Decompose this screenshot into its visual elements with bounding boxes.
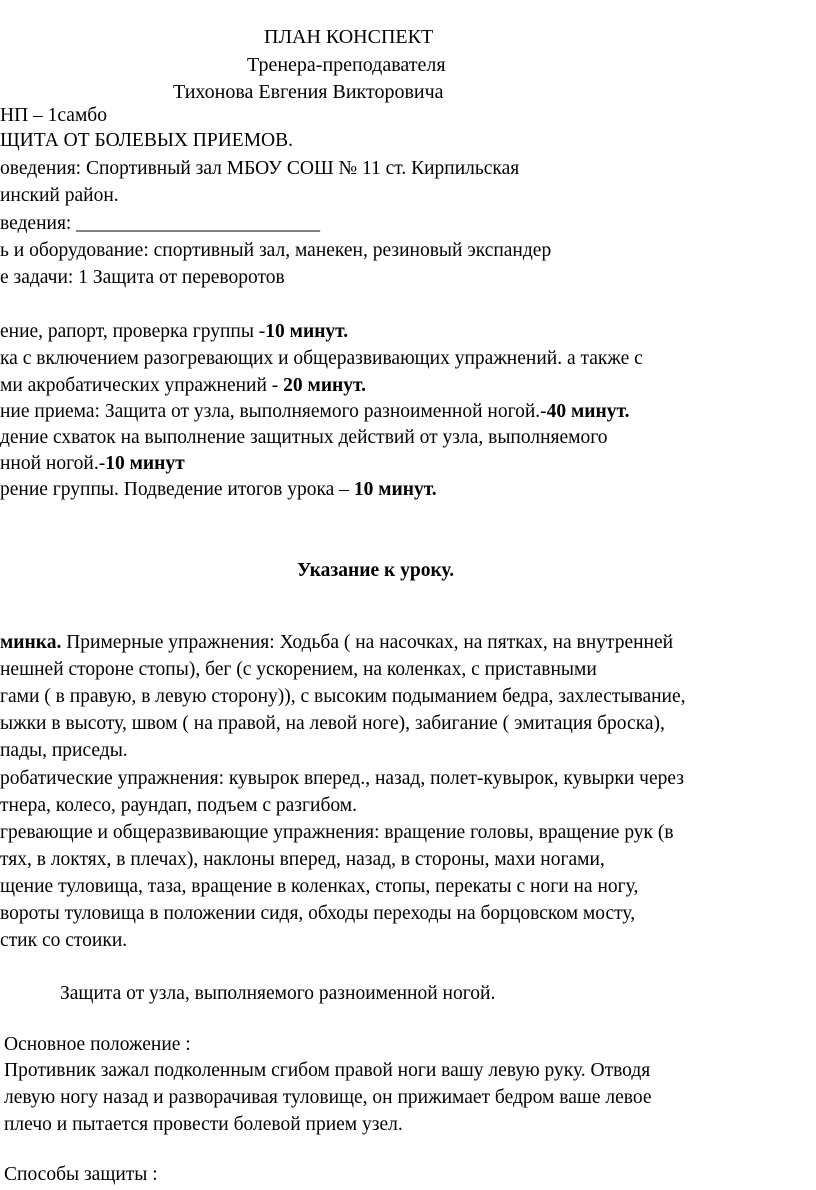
general-exercises-line: щение туловища, таза, вращение в коленках, стопы, перекаты с ноги на ногу, bbox=[0, 876, 639, 897]
plan-item bbox=[0, 400, 630, 424]
defense-label: Способы защиты : bbox=[4, 1164, 158, 1185]
date-line: ведения: _________________________ bbox=[0, 213, 320, 234]
plan-item-duration: 10 минут. bbox=[353, 479, 437, 500]
warmup-line bbox=[0, 631, 673, 655]
technique-heading: Защита от узла, выполняемого разноименной ногой. bbox=[60, 983, 496, 1004]
warmup-line: пады, приседы. bbox=[0, 740, 128, 761]
plan-item-text: рение группы. Подведение итогов урока – bbox=[0, 479, 354, 500]
general-exercises-line: стик со стоики. bbox=[0, 930, 128, 951]
equipment-line: ь и оборудование: спортивный зал, манекен, резиновый экспандер bbox=[0, 240, 552, 261]
lesson-heading: Указание к уроку. bbox=[297, 560, 455, 581]
document-title: ПЛАН КОНСПЕКТ bbox=[264, 26, 434, 48]
acrobatics-line: робатические упражнения: кувырок вперед., назад, полет-кувырок, кувырки через bbox=[0, 768, 684, 789]
position-text: Противник зажал подколенным сгибом правой ноги вашу левую руку. Отводя bbox=[4, 1060, 651, 1081]
general-exercises-line: вороты туловища в положении сидя, обходы переходы на борцовском мосту, bbox=[0, 903, 636, 924]
topic-line: ЩИТА ОТ БОЛЕВЫХ ПРИЕМОВ. bbox=[0, 130, 294, 151]
plan-item-text: ние приема: Защита от узла, выполняемого разноименной ногой.- bbox=[0, 401, 547, 422]
plan-item-duration: 20 минут. bbox=[283, 375, 367, 396]
position-text: левую ногу назад и разворачивая туловище, он прижимает бедром ваше левое bbox=[4, 1087, 652, 1108]
plan-item bbox=[0, 452, 185, 476]
warmup-line: нешней стороне стопы), бег (с ускорением, на коленках, с приставными bbox=[0, 659, 597, 680]
general-exercises-line: тях, в локтях, в плечах), наклоны вперед, назад, в стороны, махи ногами, bbox=[0, 849, 605, 870]
warmup-line: гами ( в правую, в левую сторону)), с высоким подыманием бедра, захлестывание, bbox=[0, 686, 686, 707]
district-line: инский район. bbox=[0, 185, 119, 206]
plan-item-duration: 10 минут. bbox=[265, 321, 349, 342]
group-line: НП – 1самбо bbox=[0, 105, 107, 126]
plan-item-duration: 40 минут. bbox=[546, 401, 630, 422]
tasks-line: е задачи: 1 Защита от переворотов bbox=[0, 267, 285, 288]
warmup-label: минка. bbox=[0, 632, 62, 653]
plan-item bbox=[0, 374, 366, 398]
plan-item bbox=[0, 320, 348, 344]
position-text: плечо и пытается провести болевой прием узел. bbox=[4, 1114, 403, 1135]
plan-item-text: нной ногой.- bbox=[0, 453, 106, 474]
position-label: Основное положение : bbox=[4, 1034, 191, 1055]
coach-name: Тихонова Евгения Викторовича bbox=[173, 81, 444, 103]
place-line: оведения: Спортивный зал МБОУ СОШ № 11 ст. Кирпильская bbox=[0, 158, 520, 179]
plan-item-duration: 10 минут bbox=[105, 453, 185, 474]
plan-item-text: ение, рапорт, проверка группы - bbox=[0, 321, 266, 342]
plan-item: ка с включением разогревающих и общеразвивающих упражнений. а также с bbox=[0, 348, 643, 369]
plan-item bbox=[0, 478, 437, 502]
plan-item-text: ми акробатических упражнений - bbox=[0, 375, 284, 396]
warmup-line: ыжки в высоту, швом ( на правой, на левой ноге), забигание ( эмитация броска), bbox=[0, 713, 665, 734]
acrobatics-line: тнера, колесо, раундап, подъем с разгибом. bbox=[0, 795, 357, 816]
general-exercises-line: гревающие и общеразвивающие упражнения: вращение головы, вращение рук (в bbox=[0, 822, 674, 843]
warmup-text: Примерные упражнения: Ходьба ( на насочках, на пятках, на внутренней bbox=[61, 632, 674, 653]
plan-item: дение схваток на выполнение защитных действий от узла, выполняемого bbox=[0, 427, 608, 448]
document-subtitle: Тренера-преподавателя bbox=[247, 54, 446, 76]
